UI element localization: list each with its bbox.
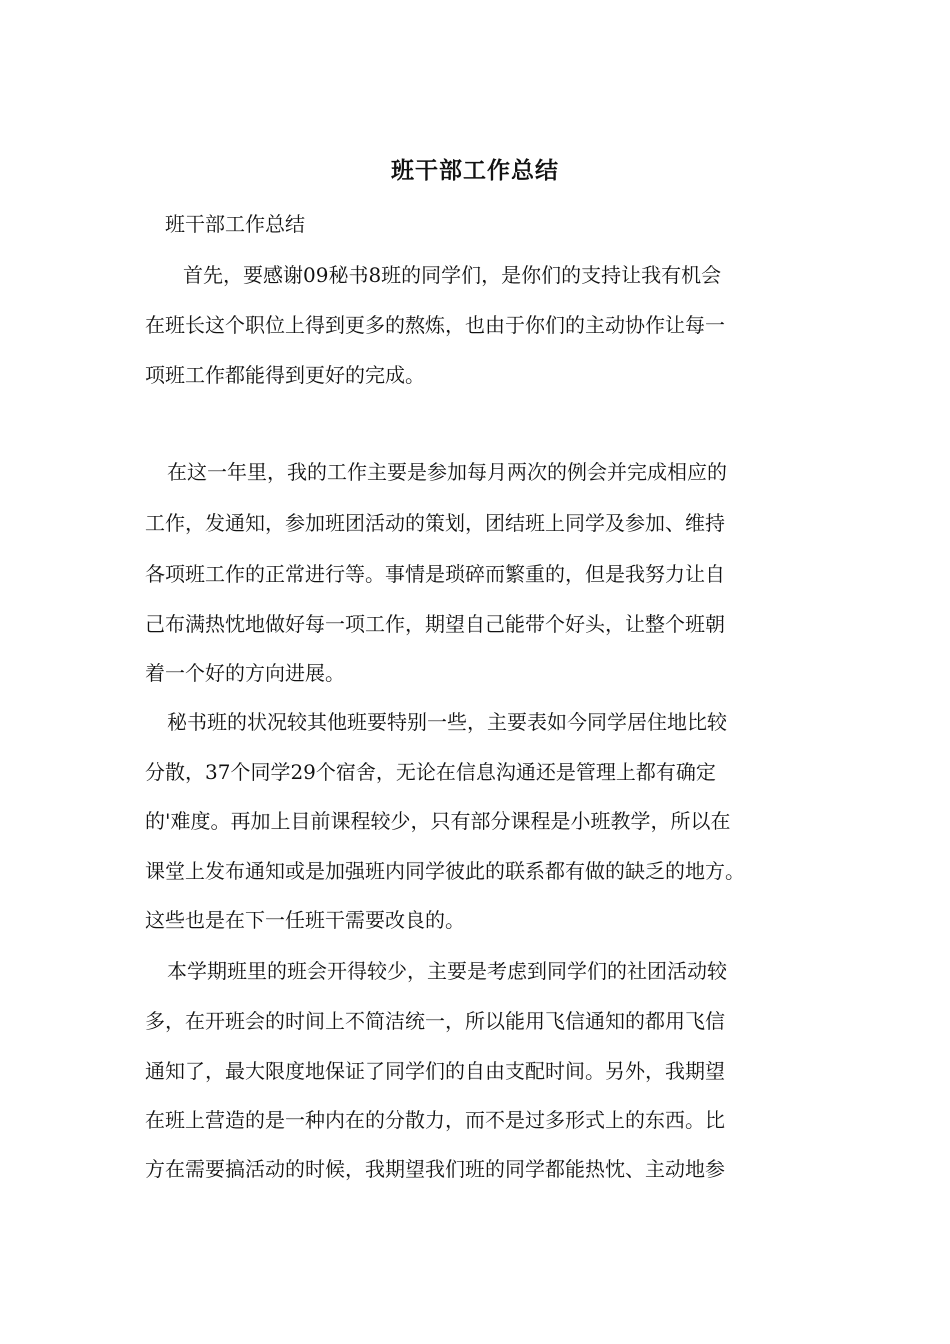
paragraph-3-line-3: 的'难度。再加上目前课程较少，只有部分课程是小班教学，所以在 [145,809,731,833]
paragraph-1-line-2: 在班长这个职位上得到更多的熬炼，也由于你们的主动协作让每一 [145,313,725,337]
paragraph-4-line-1: 本学期班里的班会开得较少，主要是考虑到同学们的社团活动较 [167,959,727,983]
paragraph-3-line-5: 这些也是在下一任班干需要改良的。 [145,908,465,932]
paragraph-1-line-1: 首先，要感谢09秘书8班的同学们，是你们的支持让我有机会 [183,263,722,287]
paragraph-2-line-1: 在这一年里，我的工作主要是参加每月两次的例会并完成相应的 [167,460,727,484]
paragraph-4-line-4: 在班上营造的是一种内在的分散力，而不是过多形式上的东西。比 [145,1108,725,1132]
paragraph-3-line-4: 课堂上发布通知或是加强班内同学彼此的联系都有做的缺乏的地方。 [145,859,745,883]
paragraph-2-line-3: 各项班工作的正常进行等。事情是琐碎而繁重的，但是我努力让自 [145,562,725,586]
paragraph-2-line-5: 着一个好的方向进展。 [145,661,345,685]
paragraph-4-line-3: 通知了，最大限度地保证了同学们的自由支配时间。另外，我期望 [145,1059,725,1083]
paragraph-4-line-2: 多，在开班会的时间上不简洁统一，所以能用飞信通知的都用飞信 [145,1009,725,1033]
paragraph-4-line-5: 方在需要搞活动的时候，我期望我们班的同学都能热忱、主动地参 [145,1157,725,1181]
document-title: 班干部工作总结 [391,157,559,184]
document-subtitle: 班干部工作总结 [165,212,305,236]
paragraph-3-line-2: 分散，37个同学29个宿舍，无论在信息沟通还是管理上都有确定 [145,760,716,784]
paragraph-1-line-3: 项班工作都能得到更好的完成。 [145,363,425,387]
paragraph-3-line-1: 秘书班的状况较其他班要特别一些，主要表如今同学居住地比较 [167,710,727,734]
paragraph-2-line-2: 工作，发通知，参加班团活动的策划，团结班上同学及参加、维持 [145,511,725,535]
paragraph-2-line-4: 己布满热忱地做好每一项工作，期望自己能带个好头，让整个班朝 [145,612,725,636]
